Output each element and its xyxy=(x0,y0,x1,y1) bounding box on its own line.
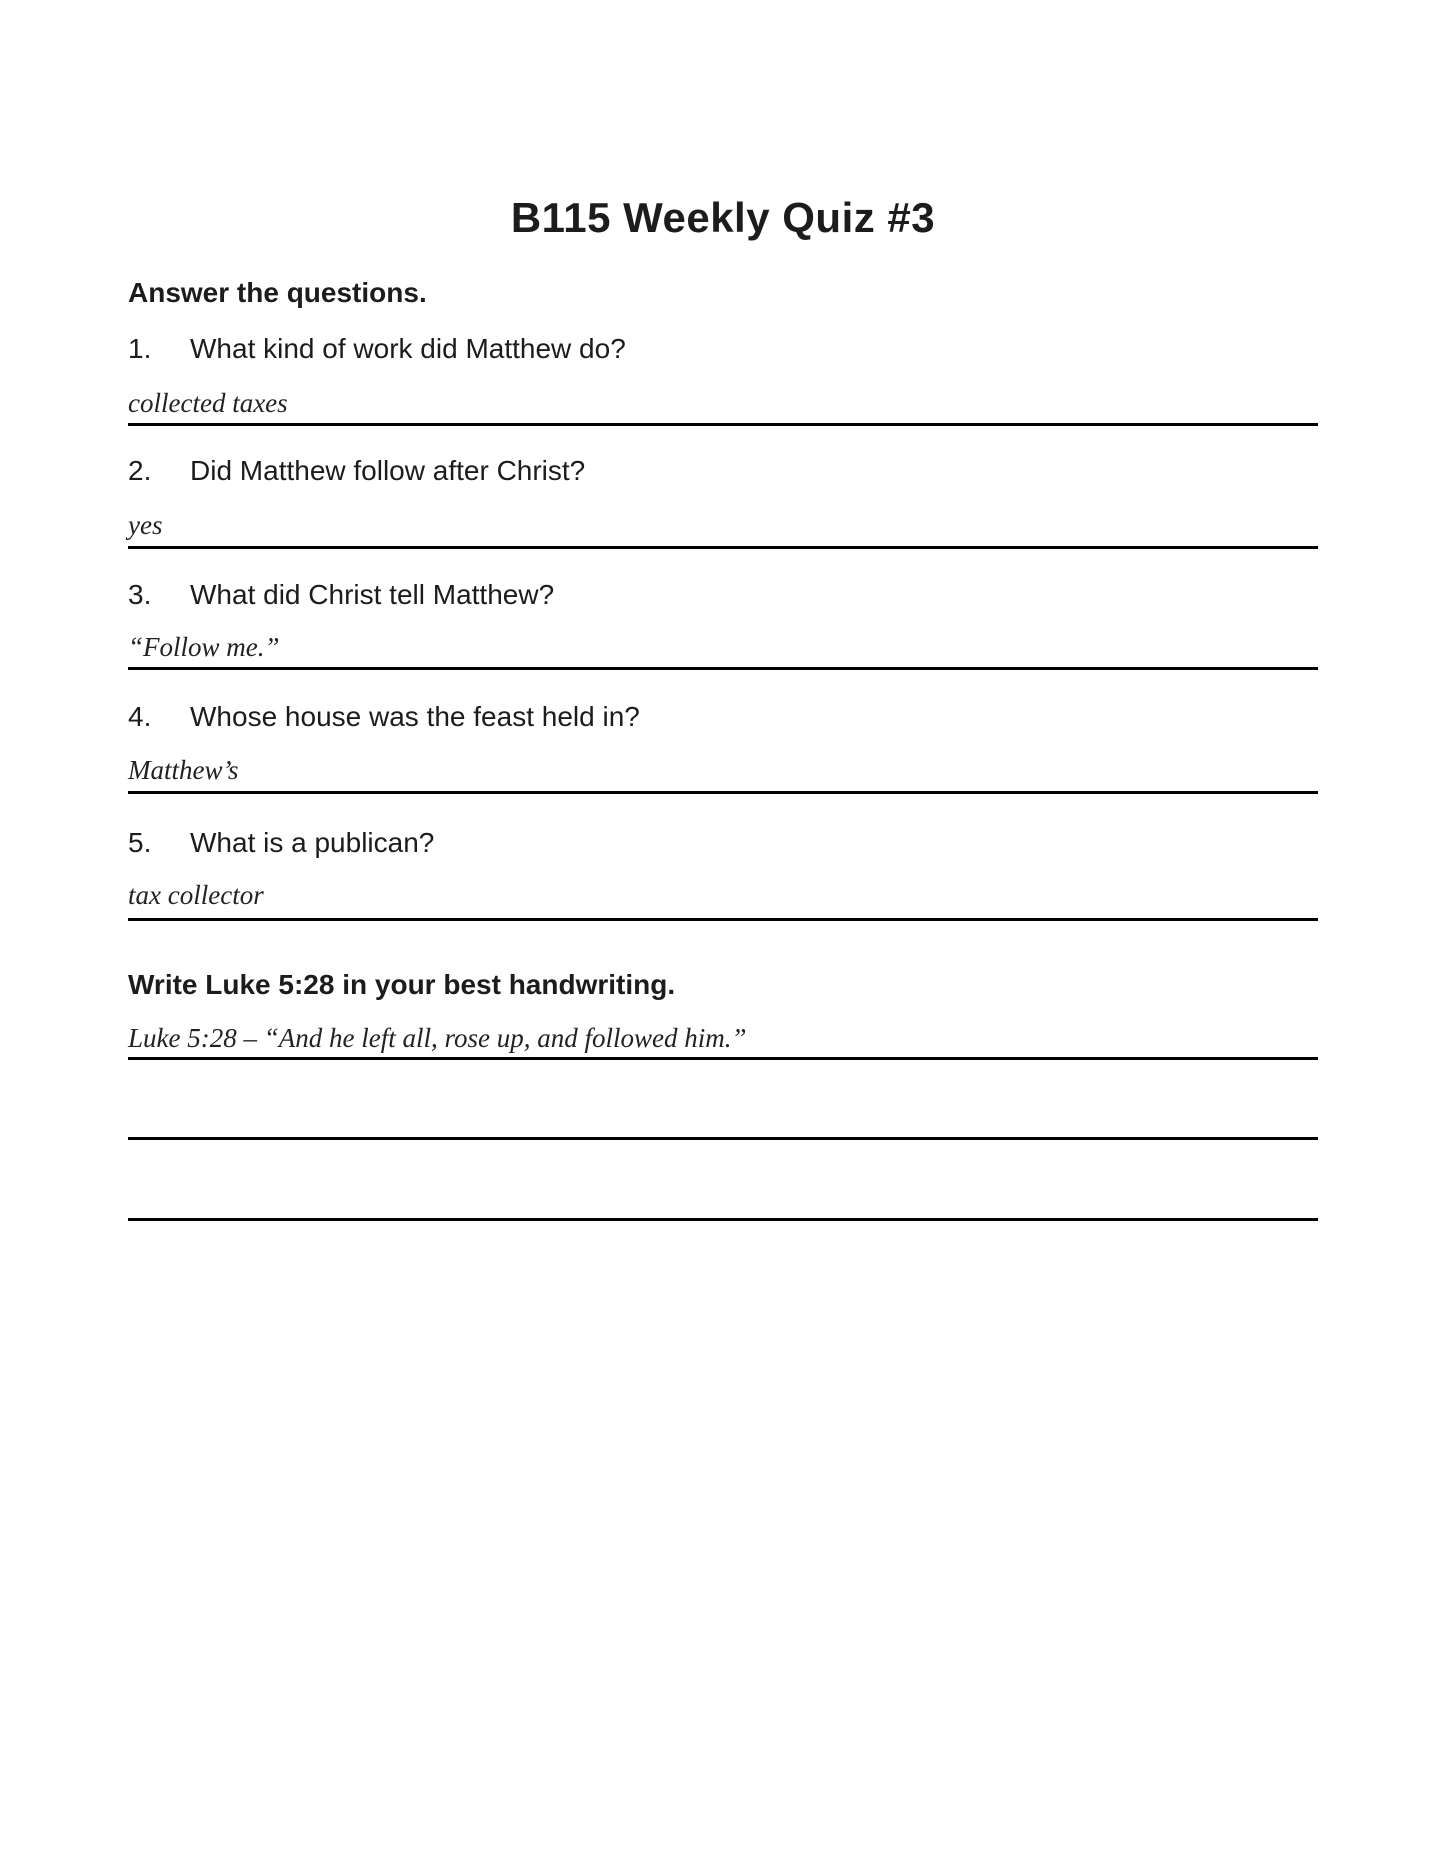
question-row-2 xyxy=(128,457,585,485)
answer-line-5 xyxy=(128,918,1318,921)
handwriting-heading: Write Luke 5:28 in your best handwriting. xyxy=(128,969,676,1000)
question-number: 2. xyxy=(128,455,152,486)
handwriting-line-2-blank xyxy=(128,1137,1318,1140)
answer-line-4 xyxy=(128,791,1318,794)
question-row-4 xyxy=(128,703,640,731)
question-row-1 xyxy=(128,335,626,363)
instructions-heading: Answer the questions. xyxy=(128,277,427,308)
handwriting-line-1 xyxy=(128,1057,1318,1060)
question-text: Whose house was the feast held in? xyxy=(190,701,640,732)
question-text: Did Matthew follow after Christ? xyxy=(190,455,586,486)
question-text: What kind of work did Matthew do? xyxy=(190,333,626,364)
question-text: What did Christ tell Matthew? xyxy=(190,579,555,610)
answer-line-2 xyxy=(128,546,1318,549)
handwriting-answer-text: Luke 5:28 – “And he left all, rose up, and followed him.” xyxy=(128,1023,747,1053)
answer-line-3 xyxy=(128,667,1318,670)
question-number: 3. xyxy=(128,579,152,610)
handwriting-line-3-blank xyxy=(128,1218,1318,1221)
question-row-5 xyxy=(128,829,434,857)
question-number: 1. xyxy=(128,333,152,364)
answer-line-1 xyxy=(128,423,1318,426)
question-number: 4. xyxy=(128,701,152,732)
question-number: 5. xyxy=(128,827,152,858)
answer-text-5: tax collector xyxy=(128,880,264,910)
answer-text-1: collected taxes xyxy=(128,388,288,418)
question-text: What is a publican? xyxy=(190,827,435,858)
page-title: B115 Weekly Quiz #3 xyxy=(510,194,936,241)
answer-text-4: Matthew’s xyxy=(128,755,239,785)
answer-text-3: “Follow me.” xyxy=(128,632,280,662)
answer-text-2: yes xyxy=(128,510,163,540)
question-row-3 xyxy=(128,581,554,609)
